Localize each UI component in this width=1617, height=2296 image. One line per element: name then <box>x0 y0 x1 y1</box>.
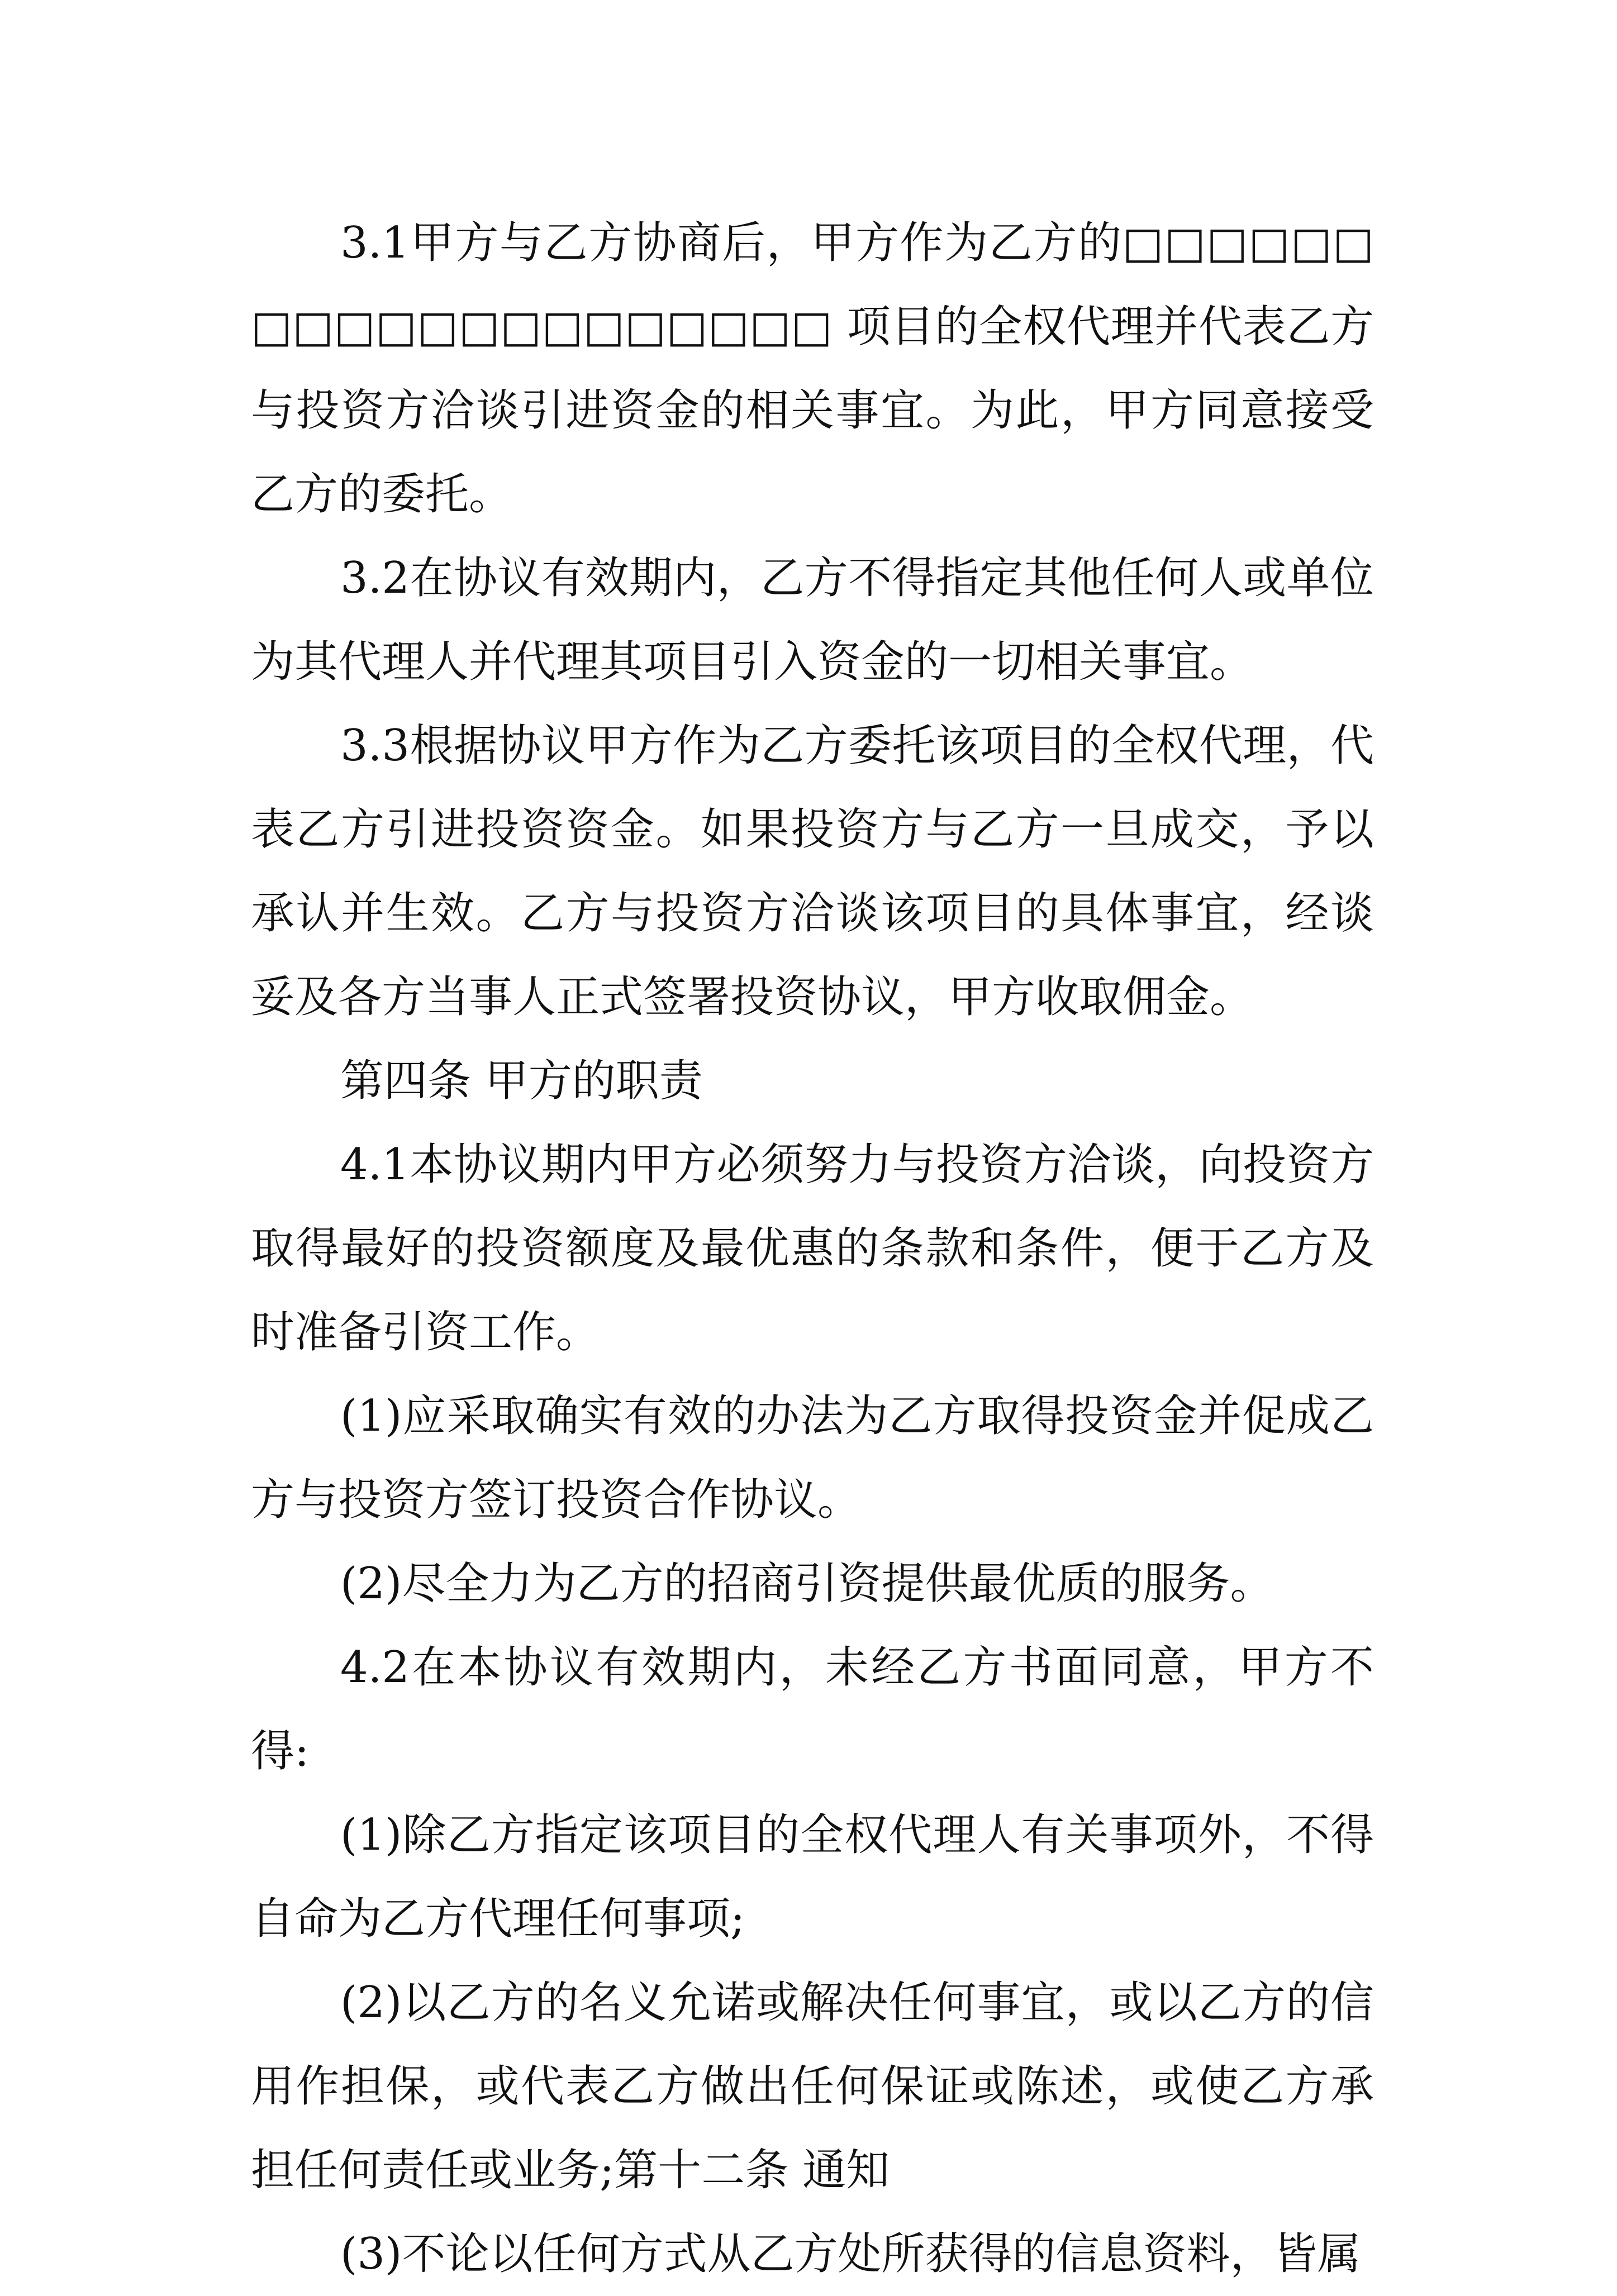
paragraph-4-1-item-1: (1)应采取确实有效的办法为乙方取得投资金并促成乙方与投资方签订投资合作协议。 <box>251 1391 1374 1525</box>
paragraph-4-1-item-2: (2)尽全力为乙方的招商引资提供最优质的服务。 <box>340 1559 1274 1609</box>
paragraph-4-2: 4.2在本协议有效期内，未经乙方书面同意，甲方不得: <box>251 1642 1374 1776</box>
paragraph-3-3: 3.3根据协议甲方作为乙方委托该项目的全权代理，代表乙方引进投资资金。如果投资方与乙方一旦成交，予以承认并生效。乙方与投资方洽谈该项目的具体事宜，经谈妥及各方当事人正式签署投资协议，甲方收取佣金。 <box>251 721 1374 1022</box>
paragraph-3-1: 3.1甲方与乙方协商后，甲方作为乙方的□□□□□□□□□□□□□□□□□□□□ 项目的全权代理并代表乙方与投资方洽谈引进资金的相关事宜。为此，甲方同意接受乙方的委托。 <box>251 218 1374 520</box>
section-heading-article-4: 第四条 甲方的职责 <box>340 1056 703 1106</box>
paragraph-4-2-item-2: (2)以乙方的名义允诺或解决任何事宜，或以乙方的信用作担保，或代表乙方做出任何保证或陈述，或使乙方承担任何责任或业务;第十二条 通知 <box>251 1978 1374 2195</box>
paragraph-4-2-item-3: (3)不论以任何方式从乙方处所获得的信息资料，皆属 <box>340 2229 1361 2279</box>
document-body <box>251 201 1374 2296</box>
paragraph-3-2: 3.2在协议有效期内，乙方不得指定其他任何人或单位为其代理人并代理其项目引入资金的一切相关事宜。 <box>251 553 1374 687</box>
paragraph-4-1: 4.1本协议期内甲方必须努力与投资方洽谈，向投资方取得最好的投资额度及最优惠的条款和条件，便于乙方及时准备引资工作。 <box>251 1140 1374 1357</box>
paragraph-4-2-item-1: (1)除乙方指定该项目的全权代理人有关事项外，不得自命为乙方代理任何事项; <box>251 1810 1374 1944</box>
